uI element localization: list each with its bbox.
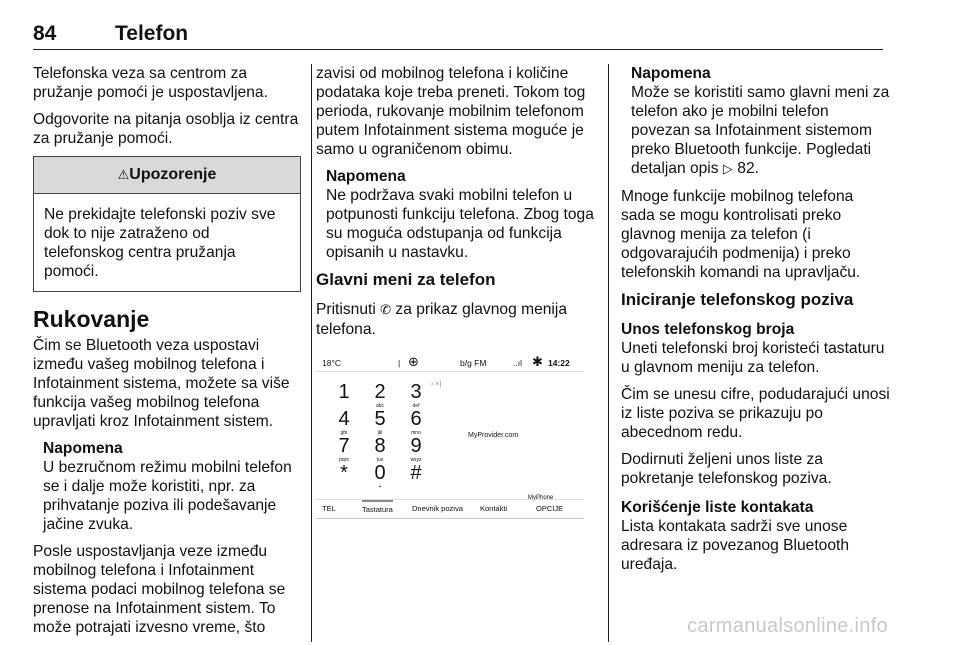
key-letters: jkl xyxy=(377,430,383,436)
note-3 xyxy=(631,64,891,179)
key-digit: * xyxy=(340,462,348,484)
key-digit: 8 xyxy=(374,435,386,457)
note-title: Napomena xyxy=(326,168,406,185)
header-rule xyxy=(33,49,883,50)
paragraph: zavisi od mobilnog telefona i količine podataka koje treba preneti. Tokom tog perioda, rukovanje mobilnim telefonom putem Infotainment sistema moguće je samo u ograničenom obimu. xyxy=(316,65,586,158)
page-reference-icon: ▷ xyxy=(722,162,733,177)
key-letters: def xyxy=(412,403,420,409)
warning-body: Ne prekidajte telefonski poziv sve dok to nije zatraženo od telefonskog centra pružanja pomoći. xyxy=(44,206,276,280)
signal-icon: ..ıl xyxy=(513,358,522,368)
key-digit: 5 xyxy=(374,408,386,430)
key-letters: mno xyxy=(411,430,421,436)
note-title: Napomena xyxy=(631,65,711,82)
tab-item[interactable]: OPCIJE xyxy=(536,504,564,513)
note-body: Ne podržava svaki mobilni telefon u potpunosti funkciju telefona. Zbog toga su moguća odstupanja od funkcija opisanih u nastavku. xyxy=(326,187,594,261)
key-digit: # xyxy=(410,462,422,484)
watermark: carmanualsonline.info xyxy=(687,615,888,637)
keypad-key[interactable] xyxy=(330,408,358,436)
keypad-key[interactable] xyxy=(366,381,394,409)
temperature: 18°C xyxy=(322,358,341,368)
status-separator: | xyxy=(398,358,401,368)
phone-icon: ✆ xyxy=(380,303,392,318)
column-2 xyxy=(316,64,596,519)
paragraph: Odgovorite na pitanja osoblja iz centra za pružanje pomoći. xyxy=(33,111,299,147)
text: Pritisnuti xyxy=(316,301,376,318)
heading-rukovanje: Rukovanje xyxy=(33,306,150,332)
heading-glavni-meni: Glavni meni za telefon xyxy=(316,270,496,289)
key-digit: 6 xyxy=(410,408,422,430)
key-letters: tuv xyxy=(376,457,384,463)
warning-header xyxy=(34,157,300,194)
globe-icon: ⊕ xyxy=(408,355,419,370)
key-letters: abc xyxy=(375,403,385,409)
column-1 xyxy=(33,64,301,645)
phone-name: MyPhone xyxy=(528,495,554,501)
paragraph: Telefonska veza sa centrom za pružanje pomoći je uspostavljena. xyxy=(33,65,268,101)
note-body: U bezručnom režimu mobilni telefon se i dalje može koristiti, npr. za prihvatanje poziva ili podešavanje jačine zvuka. xyxy=(43,459,292,533)
key-digit: 3 xyxy=(410,381,422,403)
tab-item[interactable]: Tastatura xyxy=(362,500,393,518)
paragraph: Mnoge funkcije mobilnog telefona sada se mogu kontrolisati preko glavnog menija za telefon (i odgovarajućih podmenija) i preko telefonskih komandi na upravljaču. xyxy=(621,188,861,281)
paragraph: Čim se Bluetooth veza uspostavi između vašeg mobilnog telefona i Infotainment sistema, možete sa više funkcija vašeg mobilnog telefona upravljati kroz Infotainment sistem. xyxy=(33,337,290,430)
key-letters: wxyz xyxy=(410,457,422,463)
note-2 xyxy=(326,167,596,262)
page-number: 84 xyxy=(33,22,57,45)
tab-bar xyxy=(316,499,584,518)
keypad-key[interactable] xyxy=(330,381,358,403)
page-reference: 82. xyxy=(737,160,759,177)
note-1 xyxy=(43,439,301,534)
status-bar xyxy=(316,355,584,372)
note-title: Napomena xyxy=(43,440,123,457)
clock: 14:22 xyxy=(548,358,570,368)
key-letters: + xyxy=(378,484,382,490)
keypad-key[interactable] xyxy=(402,462,430,484)
warning-title: Upozorenje xyxy=(129,166,217,183)
keypad-key[interactable] xyxy=(402,381,430,409)
keypad-key[interactable] xyxy=(330,462,358,484)
column-3 xyxy=(621,64,891,582)
heading-iniciranje: Iniciranje telefonskog poziva xyxy=(621,290,854,309)
key-letters: pqrs xyxy=(339,457,349,463)
column-divider xyxy=(311,64,312,642)
section-title: Telefon xyxy=(115,22,189,45)
keypad-key[interactable] xyxy=(330,435,358,463)
key-digit: 1 xyxy=(338,381,350,403)
key-digit: 0 xyxy=(374,462,386,484)
key-digit: 4 xyxy=(338,408,350,430)
warning-box xyxy=(33,156,301,292)
text: za prikaz glavnog menija telefona. xyxy=(316,301,568,338)
keypad-key[interactable] xyxy=(366,435,394,463)
heading-kontakti: Korišćenje liste kontakata xyxy=(621,499,814,516)
keypad-key[interactable] xyxy=(366,462,394,490)
phone-screen-illustration xyxy=(316,355,584,519)
keypad-key[interactable] xyxy=(402,435,430,463)
note-body: Može se koristiti samo glavni meni za telefon ako je mobilni telefon povezan sa Infotainment sistemom preko Bluetooth funkcije. Pogledati detaljan opis xyxy=(631,84,890,177)
paragraph xyxy=(316,300,596,339)
tab-item[interactable]: Kontakti xyxy=(480,504,508,513)
paragraph: Lista kontakata sadrži sve unose adresara iz povezanog Bluetooth uređaja. xyxy=(621,518,849,573)
gear-icon: ✱ xyxy=(532,355,543,370)
paragraph: Dodirnuti željeni unos liste za pokretanje telefonskog poziva. xyxy=(621,451,832,487)
backspace-icon[interactable]: ‹ ×| xyxy=(431,381,442,388)
heading-unos: Unos telefonskog broja xyxy=(621,321,795,338)
warning-triangle-icon: ⚠ xyxy=(117,168,130,183)
keypad-key[interactable] xyxy=(402,408,430,436)
provider-name: MyProvider.com xyxy=(468,432,519,439)
key-digit: 2 xyxy=(374,381,386,403)
radio-station: b/g FM xyxy=(460,358,487,368)
key-digit: 7 xyxy=(338,435,350,457)
column-divider xyxy=(608,64,609,642)
paragraph: Čim se unesu cifre, podudarajući unosi iz liste poziva se prikazuju po abecednom redu. xyxy=(621,386,890,441)
paragraph: Posle uspostavljanja veze između mobilnog telefona i Infotainment sistema podaci mobilnog telefona se prenose na Infotainment sistem. To može potrajati izvesno vreme, što xyxy=(33,543,286,636)
key-digit: 9 xyxy=(410,435,422,457)
tab-item[interactable]: TEL xyxy=(322,504,336,513)
keypad-key[interactable] xyxy=(366,408,394,436)
key-letters: ghi xyxy=(340,430,348,436)
paragraph: Uneti telefonski broj koristeći tastaturu u glavnom meniju za telefon. xyxy=(621,340,885,376)
tab-item[interactable]: Dnevnik poziva xyxy=(412,504,463,513)
